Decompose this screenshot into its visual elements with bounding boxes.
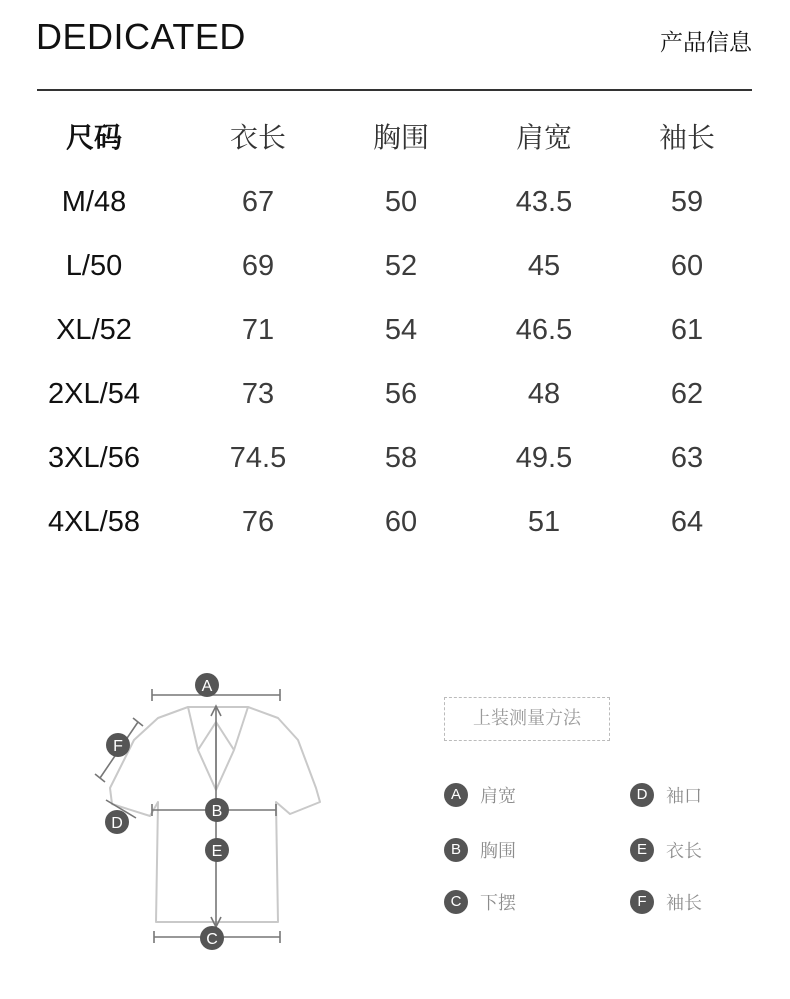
- table-cell: 48: [527, 378, 561, 410]
- letter-badge: B: [444, 838, 468, 862]
- table-cell: 76: [241, 506, 275, 538]
- legend-label: 胸围: [480, 841, 516, 862]
- letter-badge: E: [630, 838, 654, 862]
- table-cell: 52: [384, 250, 418, 282]
- legend-item: [630, 781, 702, 809]
- letter-badge: F: [630, 890, 654, 914]
- table-cell: 45: [527, 250, 561, 282]
- marker-b-letter: B: [211, 803, 223, 820]
- legend-item: [444, 781, 516, 809]
- table-cell: 2XL/54: [48, 378, 140, 410]
- table-cell: 74.5: [229, 442, 287, 474]
- legend-label: 下摆: [480, 893, 516, 914]
- table-cell: 4XL/58: [48, 506, 140, 538]
- table-cell: 50: [384, 186, 418, 218]
- table-cell: 69: [241, 250, 275, 282]
- measure-method-title: 上装测量方法: [444, 697, 610, 741]
- table-cell: XL/52: [56, 314, 132, 346]
- table-cell: 3XL/56: [48, 442, 140, 474]
- table-cell: L/50: [65, 250, 123, 282]
- table-cell: 62: [670, 378, 704, 410]
- marker-f-letter: F: [113, 738, 123, 755]
- marker-e-letter: E: [211, 843, 223, 860]
- marker-a-letter: A: [201, 678, 213, 695]
- table-header-row: [0, 106, 790, 170]
- legend-item: [444, 888, 516, 916]
- table-cell: 54: [384, 314, 418, 346]
- letter-badge: C: [444, 890, 468, 914]
- table-cell: M/48: [61, 186, 127, 218]
- size-table: [0, 106, 790, 554]
- column-header: 袖长: [658, 121, 715, 154]
- header-divider: [37, 89, 752, 91]
- table-row: [0, 234, 790, 298]
- collar-outline: [188, 707, 248, 790]
- letter-badge: A: [444, 783, 468, 807]
- letter-badge: D: [630, 783, 654, 807]
- table-cell: 71: [241, 314, 275, 346]
- marker-c-letter: C: [206, 931, 218, 948]
- table-row: [0, 490, 790, 554]
- column-header: 衣长: [229, 121, 286, 154]
- table-cell: 61: [670, 314, 704, 346]
- table-row: [0, 362, 790, 426]
- product-info-label: 产品信息: [660, 30, 752, 56]
- polo-measurement-diagram: [80, 660, 340, 960]
- legend-item: [444, 836, 516, 864]
- table-cell: 63: [670, 442, 704, 474]
- table-cell: 46.5: [515, 314, 573, 346]
- marker-d-letter: D: [111, 815, 123, 832]
- table-row: [0, 298, 790, 362]
- legend-label: 衣长: [666, 841, 702, 862]
- legend-item: [630, 888, 702, 916]
- table-cell: 43.5: [515, 186, 573, 218]
- table-row: [0, 170, 790, 234]
- legend-label: 袖长: [666, 893, 702, 914]
- table-cell: 64: [670, 506, 704, 538]
- table-cell: 60: [384, 506, 418, 538]
- table-cell: 73: [241, 378, 275, 410]
- brand-title: DEDICATED: [36, 16, 246, 57]
- table-cell: 56: [384, 378, 418, 410]
- legend-label: 袖口: [666, 786, 702, 807]
- table-cell: 60: [670, 250, 704, 282]
- legend-label: 肩宽: [480, 786, 516, 807]
- table-cell: 58: [384, 442, 418, 474]
- column-header: 胸围: [372, 121, 429, 154]
- legend-item: [630, 836, 702, 864]
- table-cell: 59: [670, 186, 704, 218]
- table-row: [0, 426, 790, 490]
- table-cell: 49.5: [515, 442, 573, 474]
- table-cell: 67: [241, 186, 275, 218]
- table-cell: 51: [527, 506, 561, 538]
- column-header: 尺码: [65, 121, 122, 154]
- column-header: 肩宽: [515, 121, 572, 154]
